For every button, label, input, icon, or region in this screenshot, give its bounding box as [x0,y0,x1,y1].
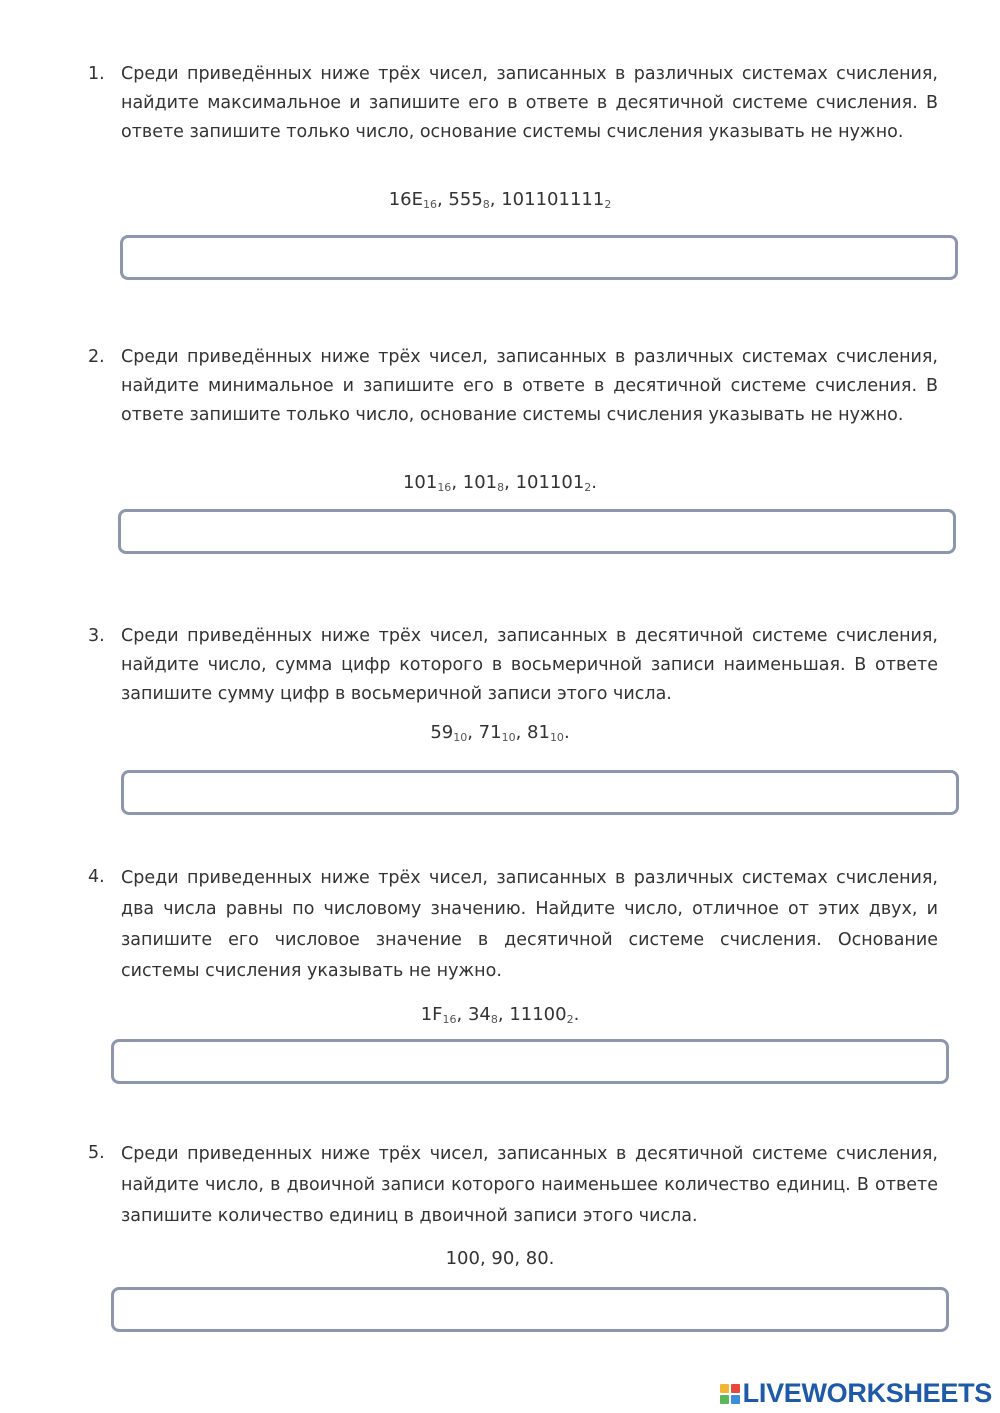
number-sep: , [515,722,528,743]
logo-tile [720,1395,729,1404]
number-value: 81 [527,722,550,743]
task-text: Среди приведенных ниже трёх чисел, записанных в различных системах счисления, два числа равны по числовому значению. Найдите число, отличное от этих двух, и запишите его числовое значение в десятичной системе счисления. Основание системы счисления указывать не нужно. [121,868,938,981]
number-value: 1F [420,1004,443,1025]
number-value: 101101 [515,472,585,493]
number-base: 16 [422,198,437,211]
task-2 [88,343,938,430]
number-value: 101 [402,472,438,493]
number-base: 10 [501,731,516,744]
number-base: 8 [490,1013,498,1026]
task-2-numbers [0,471,1000,500]
task-1-numbers [0,188,1000,217]
task-4 [88,863,938,987]
number-base: 8 [482,198,490,211]
task-3-numbers [0,721,1000,750]
answer-input-4[interactable] [111,1039,949,1084]
task-5-numbers: 100, 90, 80. [445,1248,555,1269]
task-number: 1. [88,64,105,84]
number-value: 59 [430,722,454,743]
number-base: 2 [566,1013,574,1026]
number-sep: . [563,722,570,743]
number-value: 101101111 [501,189,605,210]
number-sep: . [591,472,598,493]
number-sep: , [497,1004,510,1025]
task-5 [88,1139,938,1232]
task-text: Среди приведённых ниже трёх чисел, записанных в различных системах счисления, найдите максимальное и запишите его в ответе в десятичной системе счисления. В ответе запишите только число, основание системы счисления указывать не нужно. [121,64,938,142]
number-sep: , [436,189,449,210]
number-sep: . [573,1004,580,1025]
task-number: 3. [88,626,105,646]
logo-tiles-icon [720,1384,740,1404]
number-sep: , [467,722,479,743]
number-sep: , [456,1004,468,1025]
liveworksheets-logo [720,1378,992,1409]
task-3 [88,622,938,709]
logo-tile [731,1395,740,1404]
number-value: 101 [462,472,498,493]
logo-text: LIVEWORKSHEETS [742,1378,992,1408]
number-value: 11100 [509,1004,567,1025]
logo-tile [720,1384,729,1393]
answer-input-3[interactable] [121,770,959,815]
answer-input-5[interactable] [111,1287,949,1332]
number-base: 16 [437,481,452,494]
number-value: 555 [448,189,483,210]
number-base: 10 [453,731,468,744]
logo-tile [731,1384,740,1393]
task-text: Среди приведённых ниже трёх чисел, записанных в десятичной системе счисления, найдите число, сумма цифр которого в восьмеричной записи наименьшая. В ответе запишите сумму цифр в восьмеричной записи этого числа. [121,626,938,704]
task-1 [88,60,938,147]
task-number: 5. [88,1143,105,1163]
number-value: 16E [388,189,423,210]
task-text: Среди приведенных ниже трёх чисел, записанных в десятичной системе счисления, найдите число, в двоичной записи которого наименьшее количество единиц. В ответе запишите количество единиц в двоичной записи этого числа. [121,1144,938,1226]
task-text: Среди приведённых ниже трёх чисел, записанных в различных системах счисления, найдите минимальное и запишите его в ответе в десятичной системе счисления. В ответе запишите только число, основание системы счисления указывать не нужно. [121,347,938,425]
number-sep: , [451,472,463,493]
answer-input-1[interactable] [120,235,958,280]
number-sep: , [489,189,502,210]
number-value: 71 [478,722,502,743]
number-base: 8 [497,481,505,494]
task-number: 2. [88,347,105,367]
number-value: 34 [467,1004,491,1025]
answer-input-2[interactable] [118,509,956,554]
number-base: 2 [584,481,592,494]
number-base: 10 [549,731,564,744]
number-sep: , [504,472,516,493]
task-4-numbers [0,1003,1000,1032]
number-base: 16 [442,1013,457,1026]
number-base: 2 [604,198,612,211]
task-number: 4. [88,867,105,887]
